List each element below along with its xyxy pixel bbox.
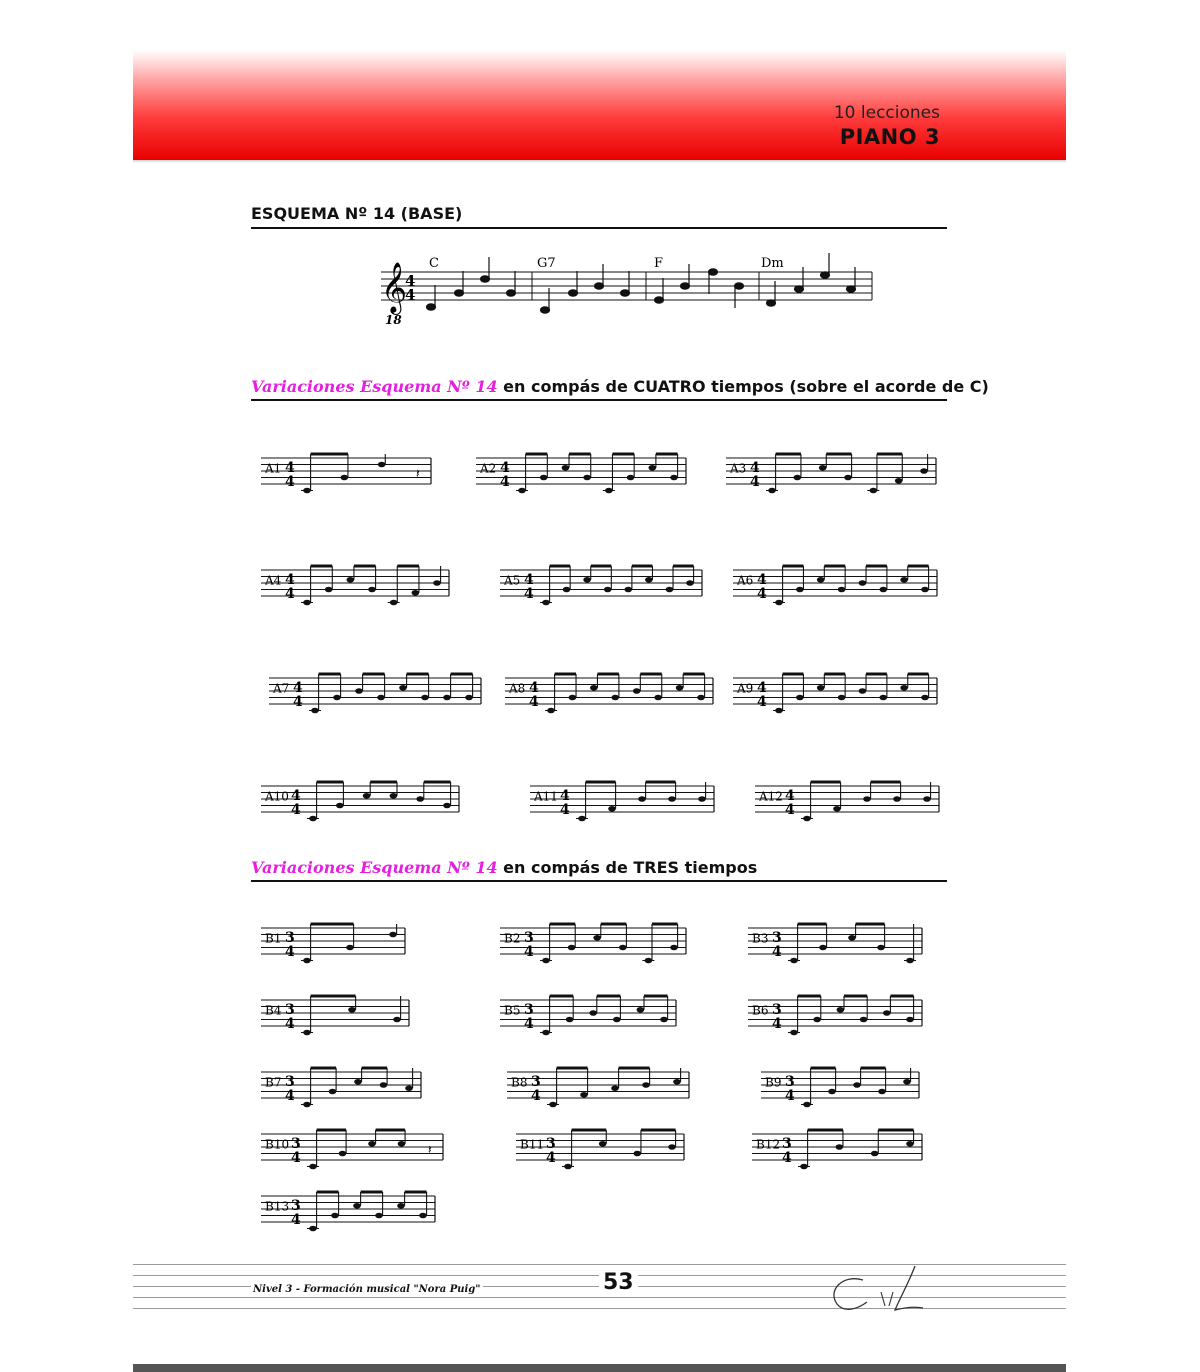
variation-label: A12 — [759, 789, 783, 804]
three-variation-staff — [516, 1126, 686, 1202]
time-signature-bottom: 4 — [285, 944, 295, 960]
time-signature-top: 3 — [782, 1136, 792, 1152]
note-head — [593, 935, 601, 941]
note-head — [568, 945, 576, 951]
time-signature-bottom: 4 — [291, 802, 301, 818]
time-signature-top: 4 — [285, 572, 295, 588]
time-signature-top: 3 — [524, 1002, 534, 1018]
note-head — [634, 1151, 642, 1157]
time-signature-bottom: 4 — [291, 1212, 301, 1228]
time-signature-top: 4 — [560, 788, 570, 804]
time-signature-bottom: 4 — [772, 1016, 782, 1032]
note-head — [921, 587, 929, 593]
time-signature-top: 3 — [524, 930, 534, 946]
variation-label: A2 — [480, 461, 497, 476]
note-head — [589, 1010, 597, 1016]
time-signature-bottom: 4 — [293, 694, 303, 710]
note-head — [921, 695, 929, 701]
note-head — [859, 580, 867, 586]
note-head — [900, 577, 908, 583]
time-signature-bottom: 4 — [524, 586, 534, 602]
time-signature-top: 3 — [772, 930, 782, 946]
variation-label: B5 — [504, 1003, 521, 1018]
note-head — [390, 793, 398, 799]
time-signature-bottom: 4 — [529, 694, 539, 710]
footer-text: Nivel 3 - Formación musical "Nora Puig" — [253, 1284, 481, 1295]
note-head — [611, 1085, 619, 1091]
note-head — [848, 935, 856, 941]
note-head — [325, 587, 333, 593]
time-signature-top: 4 — [285, 460, 295, 476]
time-signature-bottom: 4 — [785, 802, 795, 818]
note-head — [900, 685, 908, 691]
time-signature-bottom: 4 — [772, 944, 782, 960]
note-head — [398, 1141, 406, 1147]
variation-label: B10 — [265, 1137, 290, 1152]
variation-label: A5 — [504, 573, 521, 588]
variation-label: A9 — [737, 681, 754, 696]
note-head — [563, 587, 571, 593]
variation-label: A1 — [265, 461, 282, 476]
time-signature-top: 4 — [524, 572, 534, 588]
variation-label: B9 — [765, 1075, 782, 1090]
note-head — [619, 945, 627, 951]
note-head — [339, 1151, 347, 1157]
note-head — [920, 468, 928, 474]
treble-clef-icon: 𝄞 — [381, 262, 408, 313]
note-head — [819, 945, 827, 951]
chord-label: F — [654, 256, 664, 271]
time-signature-bottom: 4 — [524, 944, 534, 960]
note-head — [878, 1089, 886, 1095]
note-head — [368, 587, 376, 593]
note-head — [676, 685, 684, 691]
variation-label: B4 — [265, 1003, 282, 1018]
note-head — [844, 475, 852, 481]
note-head — [895, 478, 903, 484]
note-head — [660, 1017, 668, 1023]
note-head — [686, 580, 694, 586]
chord-label: C — [429, 256, 439, 271]
time-signature-bottom: 4 — [285, 1088, 295, 1104]
note-head — [673, 1079, 681, 1085]
note-head — [624, 587, 632, 593]
time-signature-top: 3 — [291, 1136, 301, 1152]
time-signature-top: 4 — [750, 460, 760, 476]
three-variation-staff — [500, 992, 678, 1068]
note-head — [433, 580, 441, 586]
note-head — [668, 796, 676, 802]
note-head — [627, 475, 635, 481]
variation-label: A6 — [737, 573, 754, 588]
note-head — [698, 796, 706, 802]
note-head — [375, 1213, 383, 1219]
chord-label: Dm — [761, 256, 784, 271]
time-signature-top: 4 — [500, 460, 510, 476]
note-head — [666, 587, 674, 593]
base-title: ESQUEMA Nº 14 (BASE) — [251, 204, 463, 223]
note-head — [836, 1144, 844, 1150]
note-head — [796, 587, 804, 593]
note-head — [348, 1007, 356, 1013]
variation-label: B3 — [752, 931, 769, 946]
four-variation-staff — [261, 450, 433, 526]
note-head — [860, 1017, 868, 1023]
note-head — [465, 695, 473, 701]
variation-label: B6 — [752, 1003, 769, 1018]
four-variation-staff — [733, 670, 939, 746]
chord-label: G7 — [537, 256, 556, 271]
note-head — [838, 587, 846, 593]
time-signature-top: 3 — [785, 1074, 795, 1090]
note-head — [859, 688, 867, 694]
note-head — [838, 695, 846, 701]
note-head — [341, 475, 349, 481]
three-variation-staff — [261, 992, 411, 1068]
note-head — [638, 796, 646, 802]
note-head — [883, 1010, 891, 1016]
page-number: 53 — [599, 1270, 638, 1295]
note-head — [353, 1203, 361, 1209]
three-variation-staff — [748, 992, 924, 1068]
note-head — [645, 577, 653, 583]
note-head — [668, 1144, 676, 1150]
time-signature-top: 4 — [757, 572, 767, 588]
note-head — [637, 1007, 645, 1013]
note-head — [399, 685, 407, 691]
note-head — [906, 1141, 914, 1147]
header-subtitle: 10 lecciones — [833, 103, 940, 123]
note-head — [863, 796, 871, 802]
four-variation-staff — [261, 778, 461, 854]
time-signature-bottom: 4 — [750, 474, 760, 490]
note-head — [604, 587, 612, 593]
section-three-title: Variaciones Esquema Nº 14 en compás de TRES tiempos — [251, 858, 758, 877]
time-signature-bottom: 4 — [531, 1088, 541, 1104]
variation-label: B13 — [265, 1199, 290, 1214]
time-signature-bottom: 4 — [285, 1016, 295, 1032]
note-head — [611, 695, 619, 701]
section-four-rule — [251, 399, 947, 401]
note-head — [347, 577, 355, 583]
four-variation-staff — [726, 450, 938, 526]
note-head — [794, 475, 802, 481]
note-head — [421, 695, 429, 701]
base-staff — [369, 250, 879, 330]
time-signature-bottom: 4 — [285, 586, 295, 602]
note-head — [877, 945, 885, 951]
variation-label: A3 — [730, 461, 747, 476]
time-signature-top: 3 — [291, 1198, 301, 1214]
note-head — [378, 462, 386, 468]
time-signature-bottom: 4 — [785, 1088, 795, 1104]
note-head — [903, 1079, 911, 1085]
note-head — [389, 932, 397, 938]
variation-label: B12 — [756, 1137, 781, 1152]
note-head — [333, 695, 341, 701]
note-head — [893, 796, 901, 802]
variation-label: A11 — [534, 789, 558, 804]
time-signature-bottom: 4 — [546, 1150, 556, 1166]
four-variation-staff — [755, 778, 941, 854]
note-head — [590, 685, 598, 691]
header-shadow — [133, 160, 1066, 163]
time-signature-top: 4 — [785, 788, 795, 804]
note-head — [833, 806, 841, 812]
time-signature-bottom: 4 — [757, 586, 767, 602]
four-variation-staff — [269, 670, 483, 746]
note-head — [405, 1085, 413, 1091]
note-head — [419, 1213, 427, 1219]
note-head — [871, 1151, 879, 1157]
variation-label: B1 — [265, 931, 282, 946]
bottom-bar — [133, 1364, 1066, 1372]
note-head — [853, 1082, 861, 1088]
note-head — [355, 688, 363, 694]
time-signature-bottom: 4 — [291, 1150, 301, 1166]
note-head — [642, 1082, 650, 1088]
page — [133, 0, 1066, 1372]
variation-label: A4 — [265, 573, 282, 588]
note-head — [633, 688, 641, 694]
note-head — [837, 1007, 845, 1013]
note-head — [608, 806, 616, 812]
note-head — [393, 1017, 401, 1023]
section-four-title: Variaciones Esquema Nº 14 en compás de CUATRO tiempos (sobre el acorde de C) — [251, 377, 989, 396]
three-variation-staff — [261, 1188, 437, 1264]
note-head — [540, 475, 548, 481]
note-head — [817, 685, 825, 691]
note-head — [923, 796, 931, 802]
rest-icon: 𝄽 — [416, 466, 420, 481]
note-head — [380, 1082, 388, 1088]
time-signature-bottom: 4 — [500, 474, 510, 490]
note-head — [569, 695, 577, 701]
variation-label: A7 — [273, 681, 290, 696]
note-head — [443, 803, 451, 809]
note-head — [580, 1092, 588, 1098]
note-head — [817, 577, 825, 583]
note-head — [443, 695, 451, 701]
time-signature-top: 4 — [293, 680, 303, 696]
header-title: PIANO 3 — [839, 125, 940, 149]
note-head — [828, 1089, 836, 1095]
time-signature-bottom: 4 — [782, 1150, 792, 1166]
time-signature-bottom: 4 — [560, 802, 570, 818]
note-head — [796, 695, 804, 701]
time-signature-bottom: 4 — [757, 694, 767, 710]
time-signature-bottom: 4 — [285, 474, 295, 490]
note-head — [416, 796, 424, 802]
note-head — [336, 803, 344, 809]
time-signature-top: 4 — [529, 680, 539, 696]
note-head — [412, 590, 420, 596]
note-head — [583, 577, 591, 583]
note-head — [566, 1017, 574, 1023]
note-head — [599, 1141, 607, 1147]
note-head — [583, 475, 591, 481]
note-head — [906, 1017, 914, 1023]
four-variation-staff — [261, 562, 451, 638]
note-head — [879, 695, 887, 701]
note-head — [331, 1213, 339, 1219]
time-signature-top: 3 — [772, 1002, 782, 1018]
variation-label: A8 — [509, 681, 526, 696]
variation-label: B8 — [511, 1075, 528, 1090]
four-variation-staff — [505, 670, 715, 746]
base-notes — [427, 253, 856, 313]
time-signature-top: 3 — [285, 930, 295, 946]
note-head — [654, 695, 662, 701]
note-head — [648, 465, 656, 471]
note-head — [813, 1017, 821, 1023]
variation-label: B7 — [265, 1075, 282, 1090]
time-signature-top: 3 — [546, 1136, 556, 1152]
section-three-rule — [251, 880, 947, 882]
variation-label: B11 — [520, 1137, 545, 1152]
variation-label: B2 — [504, 931, 521, 946]
note-head — [368, 1141, 376, 1147]
note-head — [397, 1203, 405, 1209]
time-signature-top: 4 — [757, 680, 767, 696]
signature-icon — [823, 1262, 933, 1322]
three-variation-staff — [752, 1126, 924, 1202]
time-signature-top: 3 — [285, 1074, 295, 1090]
note-head — [329, 1089, 337, 1095]
time-signature-top: 4 — [291, 788, 301, 804]
three-variation-staff — [261, 920, 407, 996]
measure-number: 18 — [385, 313, 402, 327]
base-rule — [251, 227, 947, 229]
four-variation-staff — [500, 562, 704, 638]
svg-text:4: 4 — [405, 272, 416, 290]
time-signature-top: 3 — [285, 1002, 295, 1018]
variation-label: A10 — [265, 789, 289, 804]
note-head — [879, 587, 887, 593]
note-head — [346, 945, 354, 951]
four-variation-staff — [476, 450, 688, 526]
time-signature-bottom: 4 — [524, 1016, 534, 1032]
note-head — [670, 945, 678, 951]
time-signature-top: 3 — [531, 1074, 541, 1090]
note-head — [819, 465, 827, 471]
three-variation-staff — [500, 920, 688, 996]
note-head — [354, 1079, 362, 1085]
note-head — [562, 465, 570, 471]
note-head — [613, 1017, 621, 1023]
svg-text:4: 4 — [405, 286, 416, 304]
rest-icon: 𝄽 — [428, 1142, 432, 1157]
three-variation-staff — [748, 920, 924, 996]
note-head — [670, 475, 678, 481]
four-variation-staff — [530, 778, 716, 854]
note-head — [363, 793, 371, 799]
note-head — [697, 695, 705, 701]
note-head — [377, 695, 385, 701]
four-variation-staff — [733, 562, 939, 638]
